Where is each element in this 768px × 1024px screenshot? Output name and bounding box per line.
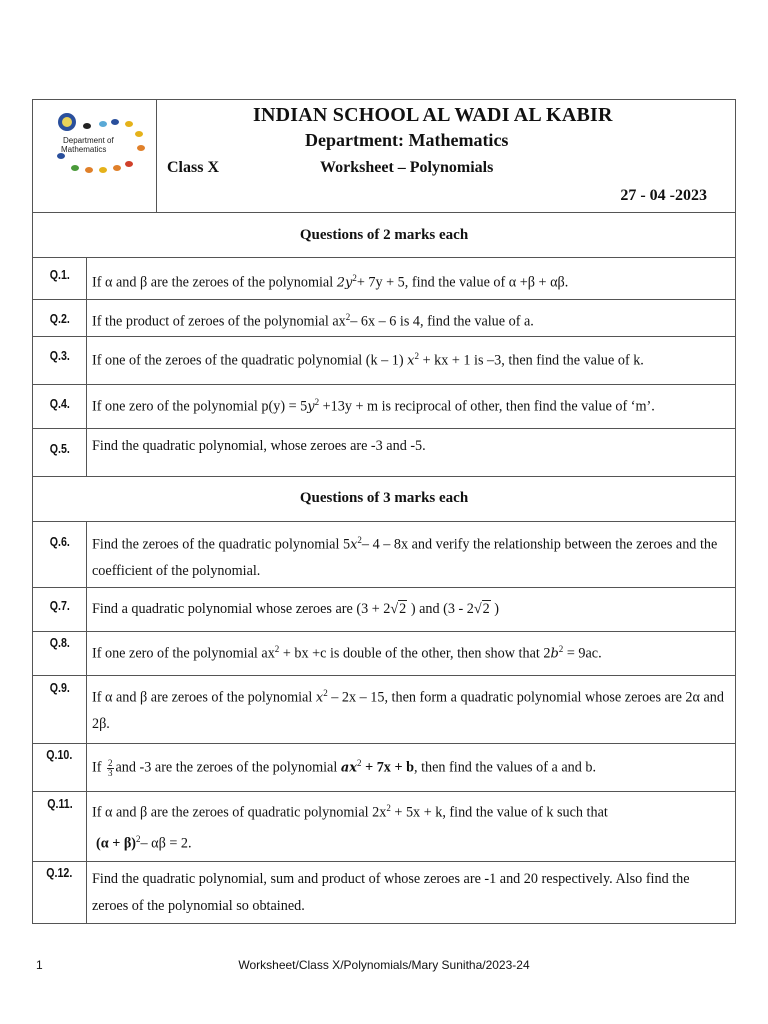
question-number: Q.1. — [33, 258, 87, 300]
question-text: Find the zeroes of the quadratic polynomial $5x^2-$ 4 – 8x and verify the relationship between the zeroes and the coefficient of the polynomial. — [87, 521, 736, 587]
question-number: Q.4. — [33, 384, 87, 428]
question-row — [33, 743, 736, 791]
section-row-3-marks — [33, 476, 736, 521]
question-row — [33, 675, 736, 743]
question-row — [33, 258, 736, 300]
question-text: Find a quadratic polynomial whose zeroes are (3 + 2√2 ) and (3 - 2√2 ) — [87, 587, 736, 631]
question-row — [33, 587, 736, 631]
question-row — [33, 791, 736, 861]
question-text: If α and β are the zeroes of the polynomial $2y^2+ 7y + 5$, find the value of α +β + αβ. — [87, 258, 736, 300]
question-row — [33, 336, 736, 384]
section-heading: Questions of 2 marks each — [33, 213, 736, 258]
question-number: Q.11. — [33, 791, 87, 861]
question-number: Q.9. — [33, 675, 87, 743]
question-row — [33, 384, 736, 428]
question-text: If $\frac{2}{3}$ and -3 are the zeroes of the polynomial $ax^2 + 7x + b$, then find the values of a and b. — [87, 743, 736, 791]
section-row-2-marks — [33, 213, 736, 258]
page-number: 1 — [36, 958, 43, 972]
worksheet-table — [32, 99, 736, 924]
question-row — [33, 861, 736, 923]
header-info-cell — [157, 100, 736, 213]
question-text: If α and β are the zeroes of quadratic polynomial $2x^2 + 5x + k$, find the value of k such that $(\alpha + \beta)^2-$ αβ = 2. — [87, 791, 736, 861]
question-row — [33, 631, 736, 675]
section-heading: Questions of 3 marks each — [33, 476, 736, 521]
school-name: INDIAN SCHOOL AL WADI AL KABIR — [253, 104, 613, 126]
class-label: Class X — [167, 159, 220, 176]
logo-caption-line1: Department of — [63, 136, 114, 145]
question-number: Q.5. — [33, 428, 87, 476]
question-row — [33, 428, 736, 476]
question-text: Find the quadratic polynomial, sum and product of whose zeroes are -1 and 20 respectively. Also find the zeroes of the polynomial so obtained. — [87, 861, 736, 923]
question-row — [33, 300, 736, 337]
header-row — [33, 100, 736, 213]
fraction: $\frac{2}{3}$ — [108, 757, 113, 778]
worksheet — [32, 99, 736, 924]
question-text: If one zero of the polynomial $ax^2$ + bx +c is double of the other, then show that $2b^2 = 9ac$. — [87, 631, 736, 675]
question-row — [33, 521, 736, 587]
worksheet-date: 27 - 04 -2023 — [620, 187, 707, 204]
question-number: Q.7. — [33, 587, 87, 631]
question-text: If one zero of the polynomial $p(y) = 5y^2 +13y + m$ is reciprocal of other, then find the value of ‘m’. — [87, 384, 736, 428]
question-number: Q.12. — [33, 861, 87, 923]
question-text: If α and β are zeroes of the polynomial $x^2 - 2x - 15$, then form a quadratic polynomial whose zeroes are 2α and 2β. — [87, 675, 736, 743]
question-text: If one of the zeroes of the quadratic polynomial (k – 1) $x^2$ + kx + 1 is –3, then find the value of k. — [87, 336, 736, 384]
question-text: If the product of zeroes of the polynomial $ax^2-$ 6x – 6 is 4, find the value of a. — [87, 300, 736, 337]
logo-cell — [33, 100, 157, 213]
footer-text: Worksheet/Class X/Polynomials/Mary Sunitha/2023-24 — [238, 958, 530, 972]
logo-caption — [53, 136, 114, 154]
department-name: Department: Mathematics — [305, 130, 509, 150]
question-number: Q.6. — [33, 521, 87, 587]
question-number: Q.8. — [33, 631, 87, 675]
question-text: Find the quadratic polynomial, whose zeroes are -3 and -5. — [87, 428, 736, 476]
logo-caption-line2: Mathematics — [61, 145, 107, 154]
question-number: Q.10. — [33, 743, 87, 791]
question-number: Q.3. — [33, 336, 87, 384]
question-number: Q.2. — [33, 300, 87, 337]
worksheet-title: Worksheet – Polynomials — [320, 159, 494, 176]
